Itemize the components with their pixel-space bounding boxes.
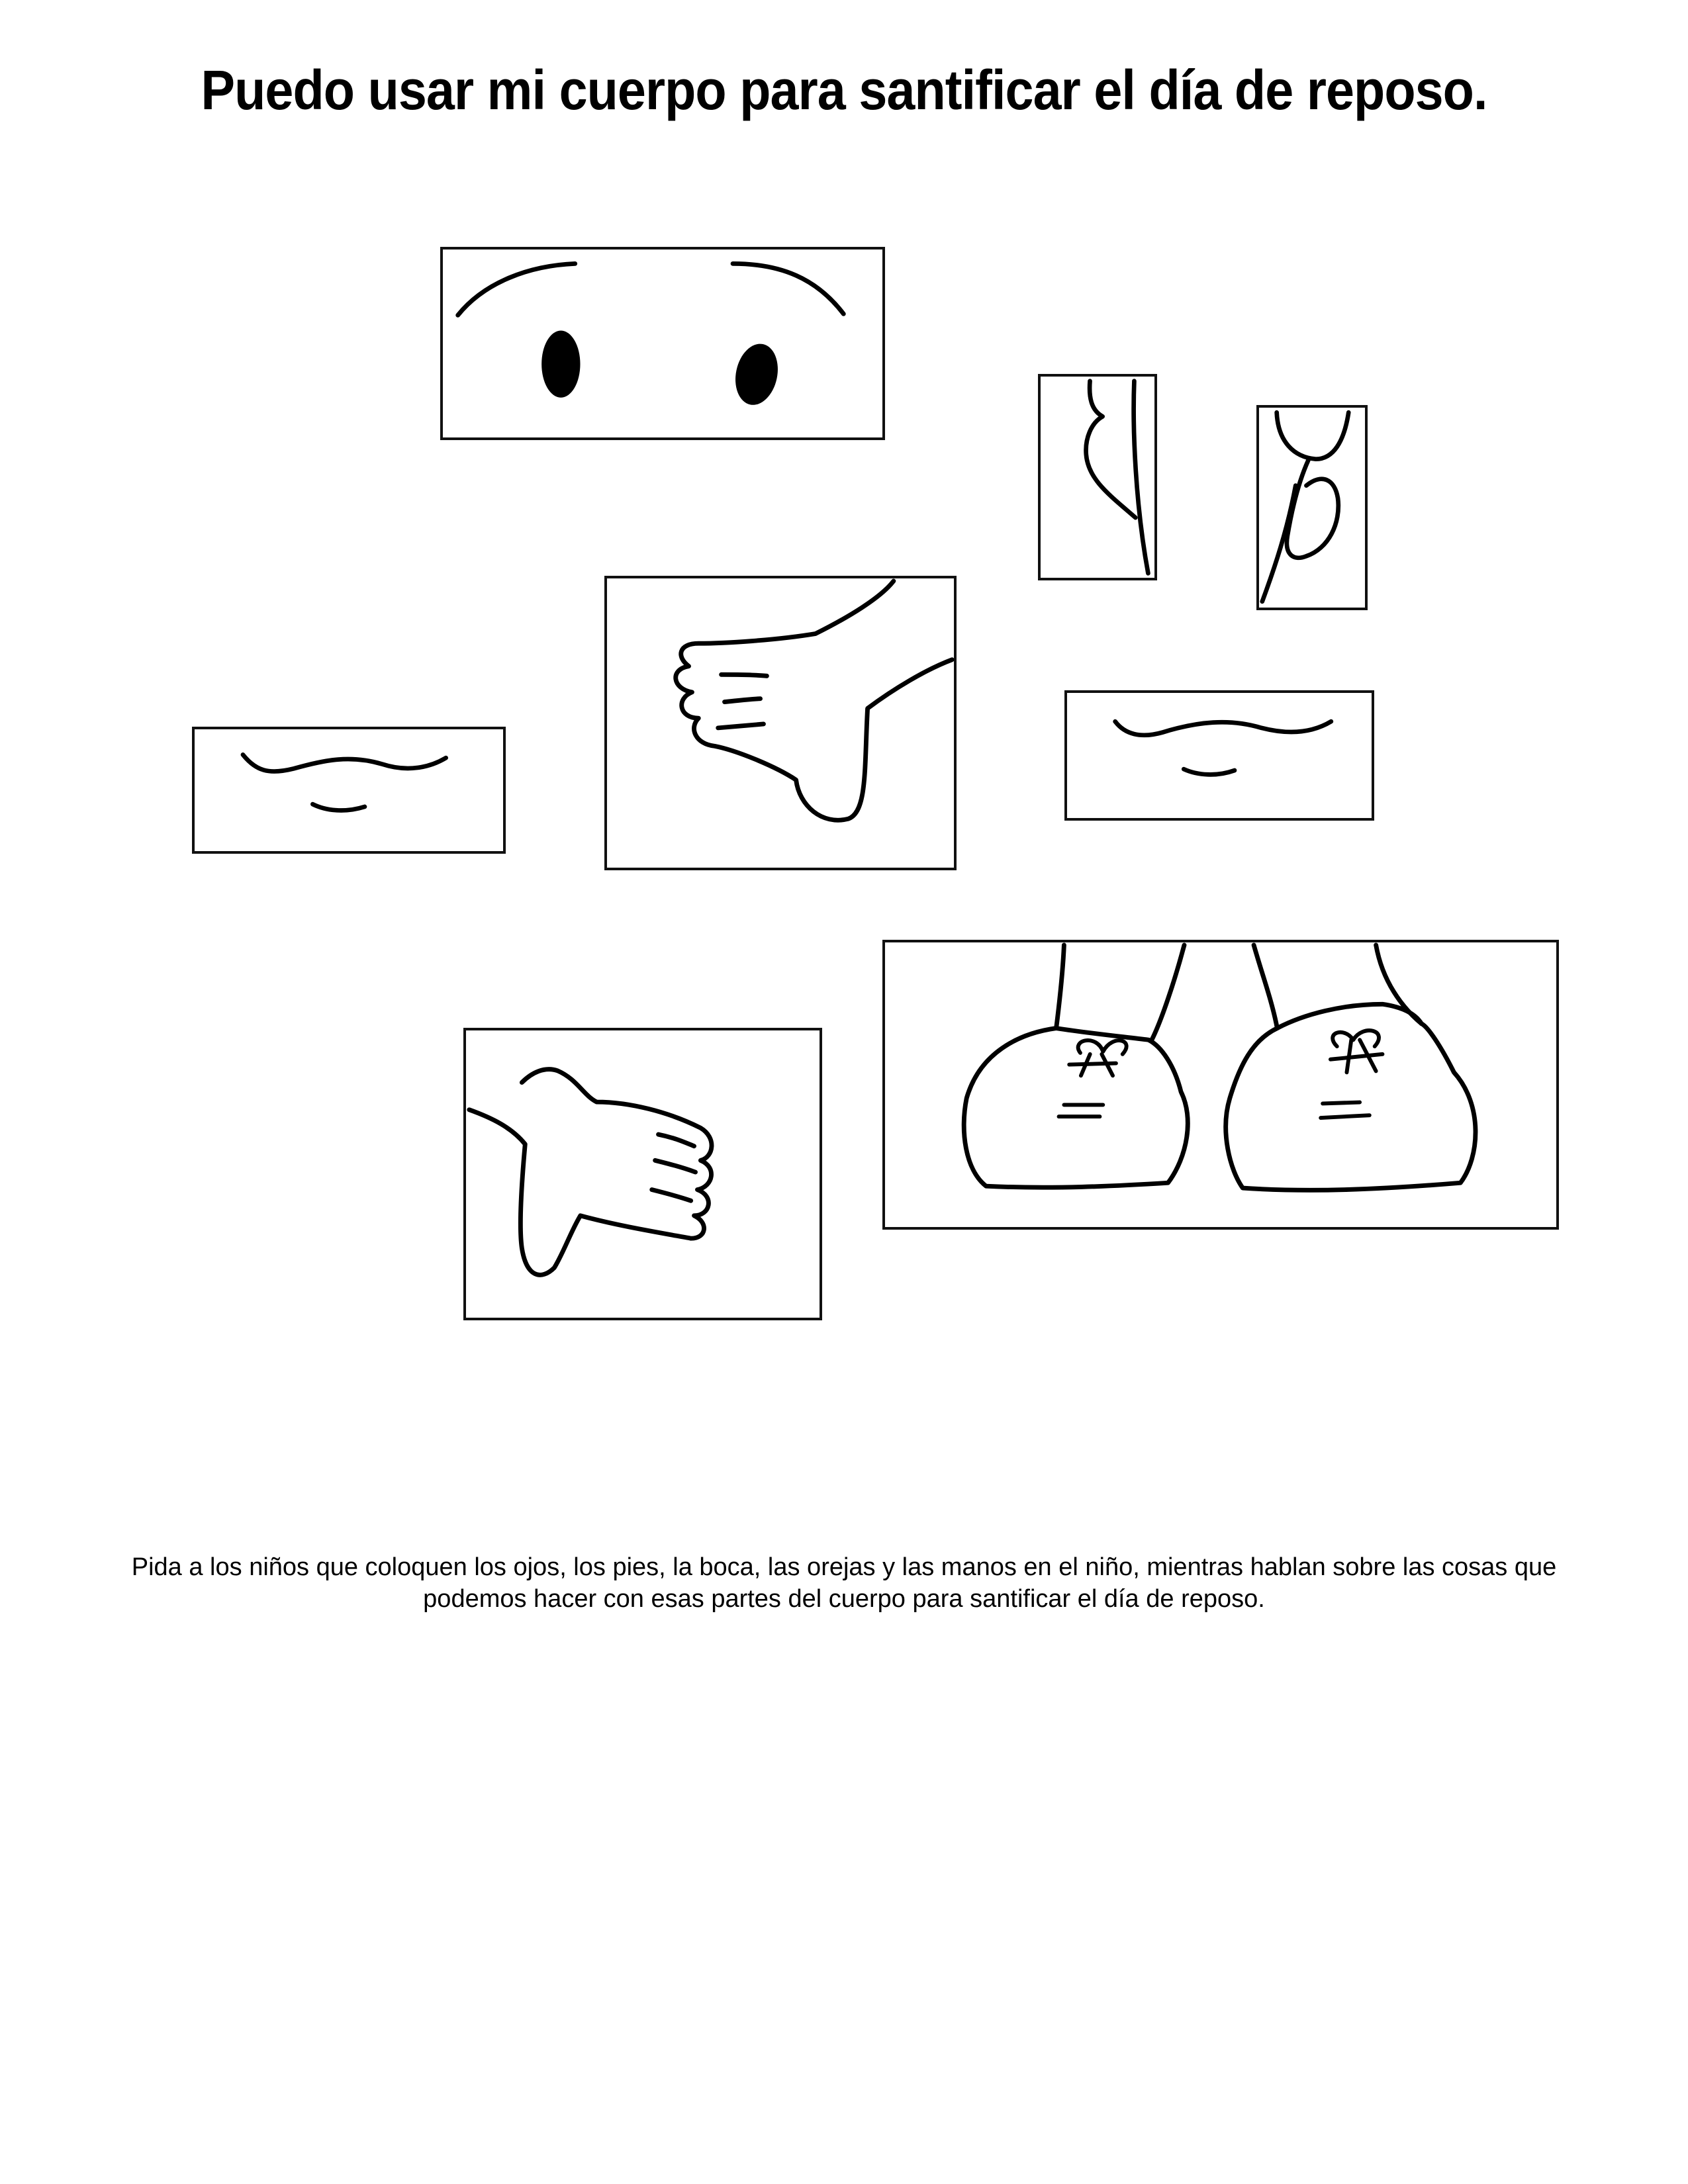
hand-right-icon [466,1030,820,1318]
cutout-ear-left[interactable] [1038,374,1157,580]
ear-right-icon [1259,408,1365,608]
mouth-icon [195,729,503,851]
cutout-hand-right[interactable] [463,1028,822,1320]
instructions-text: Pida a los niños que coloquen los ojos, los pies, la boca, las orejas y las manos en el niño, mientras hablan sobre las cosas que podemos hacer con esas partes del cuerpo para santificar el día de reposo. [131,1553,1557,1613]
mouth-icon [1067,693,1372,818]
ear-left-icon [1041,377,1154,578]
feet-icon [885,942,1556,1227]
cutout-feet[interactable] [882,940,1559,1230]
cutout-mouth-right[interactable] [1064,690,1374,821]
cutout-mouth-left[interactable] [192,727,506,854]
cutout-hand-left[interactable] [604,576,957,870]
cutout-ear-right[interactable] [1256,405,1368,610]
page-title: Puedo usar mi cuerpo para santificar el día de reposo. [201,59,1487,121]
hand-left-icon [607,578,954,868]
eyes-icon [443,250,882,437]
cutout-eyes[interactable] [440,247,885,440]
